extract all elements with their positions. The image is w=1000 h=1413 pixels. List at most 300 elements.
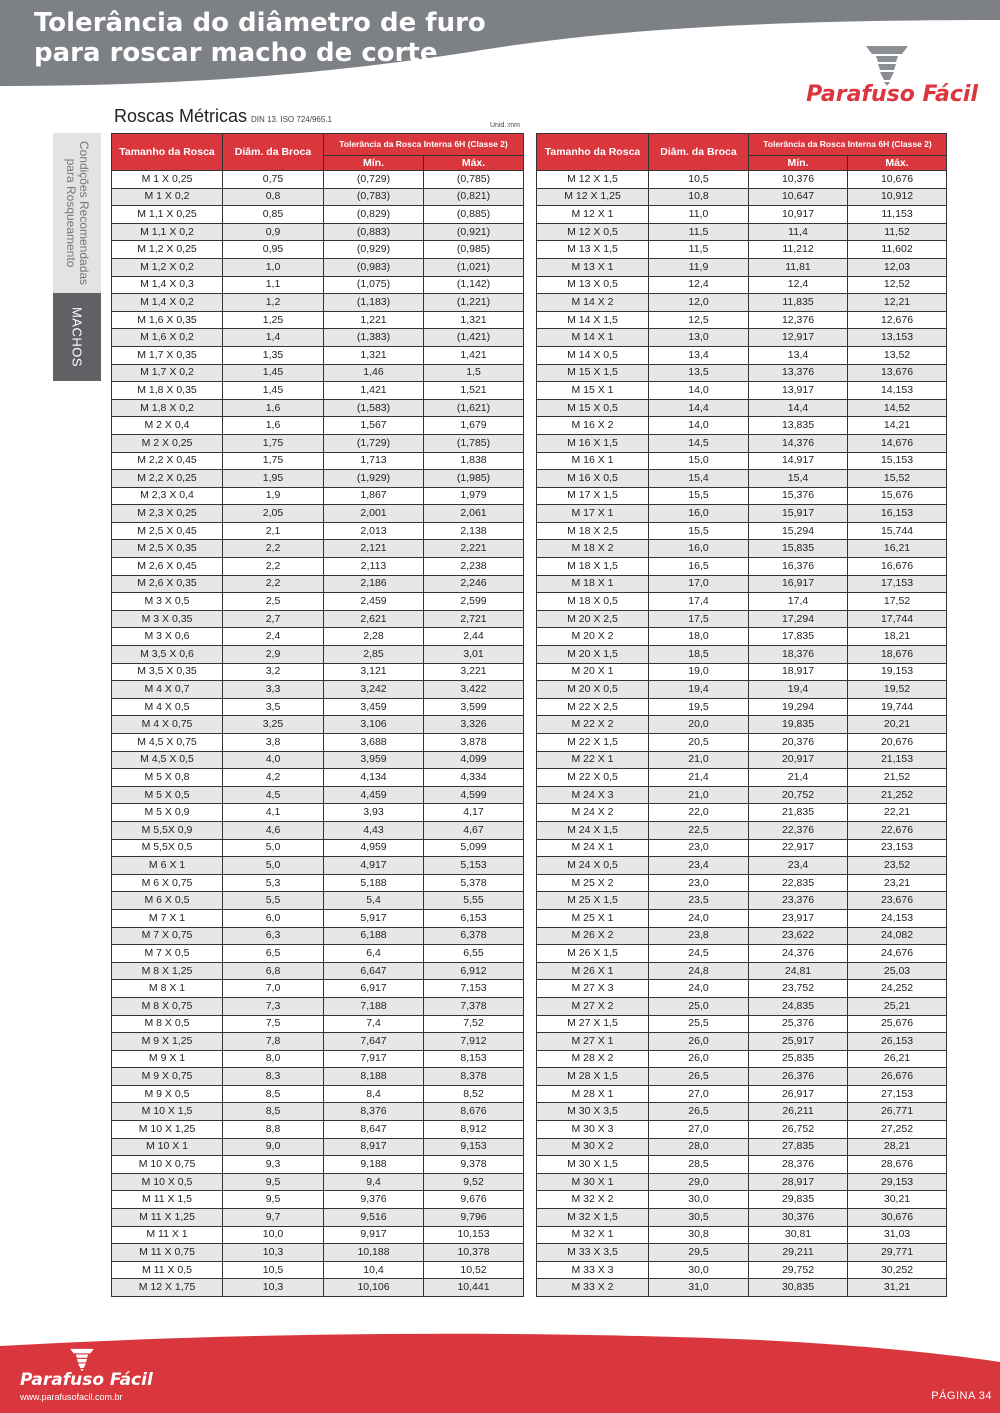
cell-drill: 23,0 bbox=[649, 874, 749, 892]
cell-min: 15,376 bbox=[749, 487, 848, 505]
col-tolerance: Tolerância da Rosca Interna 6H (Classe 2) bbox=[324, 134, 524, 156]
cell-size: M 10 X 0,75 bbox=[112, 1156, 223, 1174]
cell-drill: 23,8 bbox=[649, 927, 749, 945]
cell-drill: 1,45 bbox=[223, 382, 324, 400]
cell-max: 7,912 bbox=[424, 1033, 524, 1051]
cell-size: M 8 X 1 bbox=[112, 980, 223, 998]
table-row bbox=[537, 540, 947, 558]
table-row bbox=[112, 575, 524, 593]
cell-min: (0,829) bbox=[324, 206, 424, 224]
cell-size: M 30 X 1,5 bbox=[537, 1156, 649, 1174]
cell-min: 1,867 bbox=[324, 487, 424, 505]
table-row bbox=[112, 1173, 524, 1191]
cell-drill: 7,0 bbox=[223, 980, 324, 998]
cell-max: 9,378 bbox=[424, 1156, 524, 1174]
cell-max: 1,679 bbox=[424, 417, 524, 435]
cell-min: 25,376 bbox=[749, 1015, 848, 1033]
cell-max: 18,676 bbox=[848, 646, 947, 664]
table-row bbox=[537, 663, 947, 681]
table-row bbox=[112, 294, 524, 312]
cell-size: M 24 X 1,5 bbox=[537, 821, 649, 839]
cell-max: 22,676 bbox=[848, 821, 947, 839]
cell-drill: 1,2 bbox=[223, 294, 324, 312]
cell-min: 2,621 bbox=[324, 610, 424, 628]
cell-size: M 3 X 0,6 bbox=[112, 628, 223, 646]
cell-max: 7,378 bbox=[424, 997, 524, 1015]
cell-size: M 5 X 0,8 bbox=[112, 769, 223, 787]
cell-min: (1,929) bbox=[324, 470, 424, 488]
cell-size: M 20 X 1 bbox=[537, 663, 649, 681]
cell-drill: 28,5 bbox=[649, 1156, 749, 1174]
table-row bbox=[537, 945, 947, 963]
table-row bbox=[112, 1226, 524, 1244]
cell-max: 28,21 bbox=[848, 1138, 947, 1156]
cell-drill: 2,05 bbox=[223, 505, 324, 523]
cell-drill: 1,95 bbox=[223, 470, 324, 488]
cell-min: 18,376 bbox=[749, 646, 848, 664]
table-row bbox=[537, 1033, 947, 1051]
cell-size: M 27 X 3 bbox=[537, 980, 649, 998]
cell-min: 13,835 bbox=[749, 417, 848, 435]
tab-conditions-line2: para Rosqueamento bbox=[64, 158, 78, 268]
cell-size: M 16 X 0,5 bbox=[537, 470, 649, 488]
table-row bbox=[537, 1121, 947, 1139]
cell-drill: 8,5 bbox=[223, 1103, 324, 1121]
table-row bbox=[537, 276, 947, 294]
cell-drill: 10,8 bbox=[649, 188, 749, 206]
cell-size: M 4,5 X 0,75 bbox=[112, 734, 223, 752]
cell-max: 3,599 bbox=[424, 698, 524, 716]
cell-min: 22,835 bbox=[749, 874, 848, 892]
cell-size: M 3,5 X 0,35 bbox=[112, 663, 223, 681]
tab-conditions[interactable] bbox=[53, 133, 101, 293]
cell-max: 30,21 bbox=[848, 1191, 947, 1209]
cell-drill: 3,8 bbox=[223, 734, 324, 752]
cell-min: (1,729) bbox=[324, 434, 424, 452]
cell-drill: 12,0 bbox=[649, 294, 749, 312]
table-row bbox=[537, 294, 947, 312]
table-row bbox=[537, 1015, 947, 1033]
cell-size: M 4 X 0,5 bbox=[112, 698, 223, 716]
col-size: Tamanho da Rosca bbox=[112, 134, 223, 171]
cell-min: 27,835 bbox=[749, 1138, 848, 1156]
cell-min: 26,752 bbox=[749, 1121, 848, 1139]
table-row bbox=[537, 1050, 947, 1068]
cell-size: M 13 X 1,5 bbox=[537, 241, 649, 259]
table-row bbox=[112, 593, 524, 611]
table-row bbox=[112, 417, 524, 435]
cell-min: 7,188 bbox=[324, 997, 424, 1015]
cell-min: 22,376 bbox=[749, 821, 848, 839]
cell-max: (1,221) bbox=[424, 294, 524, 312]
table-row bbox=[537, 646, 947, 664]
table-row bbox=[112, 1068, 524, 1086]
table-row bbox=[112, 364, 524, 382]
cell-min: 13,376 bbox=[749, 364, 848, 382]
cell-max: 1,421 bbox=[424, 346, 524, 364]
cell-size: M 25 X 2 bbox=[537, 874, 649, 892]
cell-size: M 20 X 1,5 bbox=[537, 646, 649, 664]
table-row bbox=[112, 311, 524, 329]
cell-drill: 6,5 bbox=[223, 945, 324, 963]
cell-max: 13,153 bbox=[848, 329, 947, 347]
cell-drill: 1,35 bbox=[223, 346, 324, 364]
cell-drill: 4,0 bbox=[223, 751, 324, 769]
cell-size: M 9 X 0,75 bbox=[112, 1068, 223, 1086]
cell-size: M 18 X 2,5 bbox=[537, 522, 649, 540]
cell-min: 5,188 bbox=[324, 874, 424, 892]
cell-max: 10,378 bbox=[424, 1244, 524, 1262]
cell-min: 20,917 bbox=[749, 751, 848, 769]
cell-size: M 10 X 1,25 bbox=[112, 1121, 223, 1139]
cell-min: 24,376 bbox=[749, 945, 848, 963]
cell-size: M 2 X 0,25 bbox=[112, 434, 223, 452]
cell-drill: 26,0 bbox=[649, 1050, 749, 1068]
cell-size: M 5,5X 0,5 bbox=[112, 839, 223, 857]
table-row bbox=[537, 874, 947, 892]
cell-size: M 30 X 1 bbox=[537, 1173, 649, 1191]
cell-max: 3,326 bbox=[424, 716, 524, 734]
cell-drill: 6,8 bbox=[223, 962, 324, 980]
cell-drill: 11,9 bbox=[649, 258, 749, 276]
table-row bbox=[537, 1226, 947, 1244]
cell-min: 23,622 bbox=[749, 927, 848, 945]
cell-min: (0,729) bbox=[324, 171, 424, 189]
cell-max: 4,17 bbox=[424, 804, 524, 822]
cell-max: 9,676 bbox=[424, 1191, 524, 1209]
table-row bbox=[537, 962, 947, 980]
cell-max: 3,422 bbox=[424, 681, 524, 699]
cell-size: M 8 X 0,75 bbox=[112, 997, 223, 1015]
section-standard: DIN 13. ISO 724/965.1 bbox=[251, 115, 332, 124]
table-row bbox=[537, 171, 947, 189]
table-row bbox=[112, 874, 524, 892]
cell-max: 24,676 bbox=[848, 945, 947, 963]
tab-machos-label: MACHOS bbox=[69, 306, 85, 368]
cell-max: (1,785) bbox=[424, 434, 524, 452]
cell-max: 12,03 bbox=[848, 258, 947, 276]
cell-max: (0,985) bbox=[424, 241, 524, 259]
table-row bbox=[112, 857, 524, 875]
cell-size: M 16 X 1,5 bbox=[537, 434, 649, 452]
cell-min: 6,4 bbox=[324, 945, 424, 963]
cell-drill: 7,3 bbox=[223, 997, 324, 1015]
cell-min: 15,4 bbox=[749, 470, 848, 488]
cell-drill: 4,1 bbox=[223, 804, 324, 822]
cell-max: 14,153 bbox=[848, 382, 947, 400]
cell-drill: 26,5 bbox=[649, 1068, 749, 1086]
col-drill: Diâm. da Broca bbox=[649, 134, 749, 171]
table-row bbox=[112, 663, 524, 681]
cell-min: 3,242 bbox=[324, 681, 424, 699]
cell-drill: 12,5 bbox=[649, 311, 749, 329]
cell-size: M 33 X 3,5 bbox=[537, 1244, 649, 1262]
footer-url[interactable]: www.parafusofacil.com.br bbox=[20, 1392, 123, 1402]
cell-max: 28,676 bbox=[848, 1156, 947, 1174]
cell-size: M 26 X 2 bbox=[537, 927, 649, 945]
cell-max: 8,378 bbox=[424, 1068, 524, 1086]
table-row bbox=[537, 628, 947, 646]
cell-size: M 10 X 1 bbox=[112, 1138, 223, 1156]
cell-drill: 11,0 bbox=[649, 206, 749, 224]
cell-size: M 1,8 X 0,2 bbox=[112, 399, 223, 417]
cell-size: M 18 X 0,5 bbox=[537, 593, 649, 611]
table-row bbox=[112, 997, 524, 1015]
table-row bbox=[537, 839, 947, 857]
table-row bbox=[537, 1173, 947, 1191]
tab-conditions-line1: Condições Recomendadas bbox=[77, 140, 91, 286]
cell-min: 4,134 bbox=[324, 769, 424, 787]
cell-size: M 4 X 0,75 bbox=[112, 716, 223, 734]
cell-size: M 12 X 1,25 bbox=[537, 188, 649, 206]
cell-min: 7,4 bbox=[324, 1015, 424, 1033]
cell-drill: 2,2 bbox=[223, 540, 324, 558]
table-row bbox=[537, 804, 947, 822]
cell-size: M 12 X 1,75 bbox=[112, 1279, 223, 1297]
cell-min: 10,4 bbox=[324, 1261, 424, 1279]
cell-drill: 1,45 bbox=[223, 364, 324, 382]
tab-machos[interactable] bbox=[53, 293, 101, 381]
cell-size: M 2,6 X 0,45 bbox=[112, 558, 223, 576]
cell-max: 1,5 bbox=[424, 364, 524, 382]
table-row bbox=[537, 909, 947, 927]
table-row bbox=[112, 1138, 524, 1156]
table-row bbox=[112, 610, 524, 628]
cell-min: 20,752 bbox=[749, 786, 848, 804]
cell-min: 20,376 bbox=[749, 734, 848, 752]
table-row bbox=[112, 716, 524, 734]
cell-max: 5,378 bbox=[424, 874, 524, 892]
cell-max: 6,378 bbox=[424, 927, 524, 945]
cell-max: (0,885) bbox=[424, 206, 524, 224]
cell-max: 10,52 bbox=[424, 1261, 524, 1279]
cell-size: M 1,4 X 0,3 bbox=[112, 276, 223, 294]
cell-max: 18,21 bbox=[848, 628, 947, 646]
cell-max: 14,21 bbox=[848, 417, 947, 435]
cell-max: 11,602 bbox=[848, 241, 947, 259]
table-row bbox=[112, 945, 524, 963]
cell-drill: 21,0 bbox=[649, 751, 749, 769]
cell-min: 12,376 bbox=[749, 311, 848, 329]
cell-size: M 20 X 0,5 bbox=[537, 681, 649, 699]
table-row bbox=[537, 223, 947, 241]
cell-max: 2,246 bbox=[424, 575, 524, 593]
cell-drill: 18,5 bbox=[649, 646, 749, 664]
cell-max: (0,821) bbox=[424, 188, 524, 206]
cell-min: 8,917 bbox=[324, 1138, 424, 1156]
cell-min: (0,883) bbox=[324, 223, 424, 241]
table-row bbox=[112, 558, 524, 576]
cell-drill: 0,9 bbox=[223, 223, 324, 241]
cell-drill: 22,5 bbox=[649, 821, 749, 839]
cell-max: 20,21 bbox=[848, 716, 947, 734]
cell-size: M 32 X 1 bbox=[537, 1226, 649, 1244]
cell-size: M 7 X 1 bbox=[112, 909, 223, 927]
cell-max: 5,55 bbox=[424, 892, 524, 910]
cell-max: (1,021) bbox=[424, 258, 524, 276]
cell-max: 19,744 bbox=[848, 698, 947, 716]
cell-size: M 13 X 1 bbox=[537, 258, 649, 276]
cell-drill: 7,5 bbox=[223, 1015, 324, 1033]
table-row bbox=[112, 1279, 524, 1297]
cell-drill: 2,9 bbox=[223, 646, 324, 664]
table-row bbox=[112, 962, 524, 980]
cell-drill: 3,5 bbox=[223, 698, 324, 716]
cell-max: 23,52 bbox=[848, 857, 947, 875]
cell-max: 4,67 bbox=[424, 821, 524, 839]
cell-max: (0,921) bbox=[424, 223, 524, 241]
table-row bbox=[112, 892, 524, 910]
cell-max: 4,599 bbox=[424, 786, 524, 804]
cell-min: 17,835 bbox=[749, 628, 848, 646]
table-row bbox=[112, 329, 524, 347]
table-row bbox=[537, 399, 947, 417]
cell-min: 1,567 bbox=[324, 417, 424, 435]
cell-drill: 29,0 bbox=[649, 1173, 749, 1191]
table-row bbox=[537, 892, 947, 910]
cell-min: 10,647 bbox=[749, 188, 848, 206]
cell-size: M 28 X 1,5 bbox=[537, 1068, 649, 1086]
cell-drill: 13,0 bbox=[649, 329, 749, 347]
table-row bbox=[537, 364, 947, 382]
cell-max: 2,061 bbox=[424, 505, 524, 523]
cell-min: 12,917 bbox=[749, 329, 848, 347]
cell-size: M 15 X 1 bbox=[537, 382, 649, 400]
cell-max: 13,676 bbox=[848, 364, 947, 382]
cell-size: M 4 X 0,7 bbox=[112, 681, 223, 699]
cell-drill: 1,0 bbox=[223, 258, 324, 276]
cell-drill: 0,75 bbox=[223, 171, 324, 189]
table-row bbox=[112, 470, 524, 488]
cell-size: M 12 X 1,5 bbox=[537, 171, 649, 189]
cell-min: 9,516 bbox=[324, 1209, 424, 1227]
table-row bbox=[537, 241, 947, 259]
col-drill: Diâm. da Broca bbox=[223, 134, 324, 171]
cell-min: 7,917 bbox=[324, 1050, 424, 1068]
col-min: Mín. bbox=[749, 156, 848, 171]
cell-size: M 22 X 0,5 bbox=[537, 769, 649, 787]
screw-icon bbox=[862, 42, 912, 86]
cell-min: 9,4 bbox=[324, 1173, 424, 1191]
cell-drill: 14,0 bbox=[649, 382, 749, 400]
cell-min: 5,4 bbox=[324, 892, 424, 910]
cell-min: 15,835 bbox=[749, 540, 848, 558]
cell-min: 30,376 bbox=[749, 1209, 848, 1227]
cell-size: M 25 X 1 bbox=[537, 909, 649, 927]
cell-drill: 5,3 bbox=[223, 874, 324, 892]
cell-drill: 5,0 bbox=[223, 857, 324, 875]
cell-size: M 28 X 1 bbox=[537, 1085, 649, 1103]
cell-min: 30,835 bbox=[749, 1279, 848, 1297]
cell-size: M 2,5 X 0,35 bbox=[112, 540, 223, 558]
cell-max: (1,142) bbox=[424, 276, 524, 294]
cell-drill: 1,75 bbox=[223, 452, 324, 470]
col-max: Máx. bbox=[848, 156, 947, 171]
cell-max: 27,252 bbox=[848, 1121, 947, 1139]
table-row bbox=[112, 839, 524, 857]
cell-drill: 12,4 bbox=[649, 276, 749, 294]
table-row bbox=[112, 1085, 524, 1103]
cell-max: 21,153 bbox=[848, 751, 947, 769]
cell-drill: 15,4 bbox=[649, 470, 749, 488]
cell-size: M 26 X 1 bbox=[537, 962, 649, 980]
cell-min: 10,188 bbox=[324, 1244, 424, 1262]
cell-min: (1,075) bbox=[324, 276, 424, 294]
cell-size: M 9 X 0,5 bbox=[112, 1085, 223, 1103]
cell-min: 16,376 bbox=[749, 558, 848, 576]
cell-drill: 8,8 bbox=[223, 1121, 324, 1139]
cell-drill: 29,5 bbox=[649, 1244, 749, 1262]
cell-drill: 19,0 bbox=[649, 663, 749, 681]
cell-drill: 23,5 bbox=[649, 892, 749, 910]
cell-max: 17,153 bbox=[848, 575, 947, 593]
cell-size: M 1,6 X 0,2 bbox=[112, 329, 223, 347]
cell-drill: 15,5 bbox=[649, 487, 749, 505]
table-row bbox=[112, 1156, 524, 1174]
table-row bbox=[537, 593, 947, 611]
cell-drill: 0,95 bbox=[223, 241, 324, 259]
cell-drill: 2,7 bbox=[223, 610, 324, 628]
cell-size: M 5,5X 0,9 bbox=[112, 821, 223, 839]
cell-size: M 2,6 X 0,35 bbox=[112, 575, 223, 593]
cell-drill: 11,5 bbox=[649, 223, 749, 241]
cell-max: 26,21 bbox=[848, 1050, 947, 1068]
cell-size: M 5 X 0,9 bbox=[112, 804, 223, 822]
cell-min: 1,421 bbox=[324, 382, 424, 400]
cell-size: M 17 X 1 bbox=[537, 505, 649, 523]
cell-size: M 26 X 1,5 bbox=[537, 945, 649, 963]
cell-max: 10,676 bbox=[848, 171, 947, 189]
cell-max: 26,676 bbox=[848, 1068, 947, 1086]
cell-max: 15,676 bbox=[848, 487, 947, 505]
cell-size: M 3 X 0,5 bbox=[112, 593, 223, 611]
cell-min: 26,917 bbox=[749, 1085, 848, 1103]
table-row bbox=[112, 276, 524, 294]
cell-drill: 9,0 bbox=[223, 1138, 324, 1156]
thread-table-right bbox=[536, 133, 947, 1297]
cell-size: M 33 X 3 bbox=[537, 1261, 649, 1279]
cell-min: 4,459 bbox=[324, 786, 424, 804]
cell-min: 19,294 bbox=[749, 698, 848, 716]
cell-max: (1,421) bbox=[424, 329, 524, 347]
table-row bbox=[537, 258, 947, 276]
cell-max: 8,676 bbox=[424, 1103, 524, 1121]
col-max: Máx. bbox=[424, 156, 524, 171]
cell-min: (0,983) bbox=[324, 258, 424, 276]
cell-drill: 5,5 bbox=[223, 892, 324, 910]
cell-max: 19,153 bbox=[848, 663, 947, 681]
cell-size: M 10 X 1,5 bbox=[112, 1103, 223, 1121]
cell-size: M 7 X 0,5 bbox=[112, 945, 223, 963]
cell-size: M 18 X 1 bbox=[537, 575, 649, 593]
cell-size: M 16 X 1 bbox=[537, 452, 649, 470]
table-row bbox=[537, 575, 947, 593]
cell-size: M 22 X 1 bbox=[537, 751, 649, 769]
table-row bbox=[537, 1191, 947, 1209]
cell-max: 6,153 bbox=[424, 909, 524, 927]
cell-size: M 2,3 X 0,25 bbox=[112, 505, 223, 523]
cell-min: 11,835 bbox=[749, 294, 848, 312]
cell-min: 29,752 bbox=[749, 1261, 848, 1279]
table-row bbox=[537, 980, 947, 998]
table-row bbox=[537, 1279, 947, 1297]
cell-drill: 2,1 bbox=[223, 522, 324, 540]
cell-max: 1,321 bbox=[424, 311, 524, 329]
cell-min: 14,4 bbox=[749, 399, 848, 417]
cell-max: 16,676 bbox=[848, 558, 947, 576]
cell-drill: 9,5 bbox=[223, 1173, 324, 1191]
cell-size: M 13 X 0,5 bbox=[537, 276, 649, 294]
